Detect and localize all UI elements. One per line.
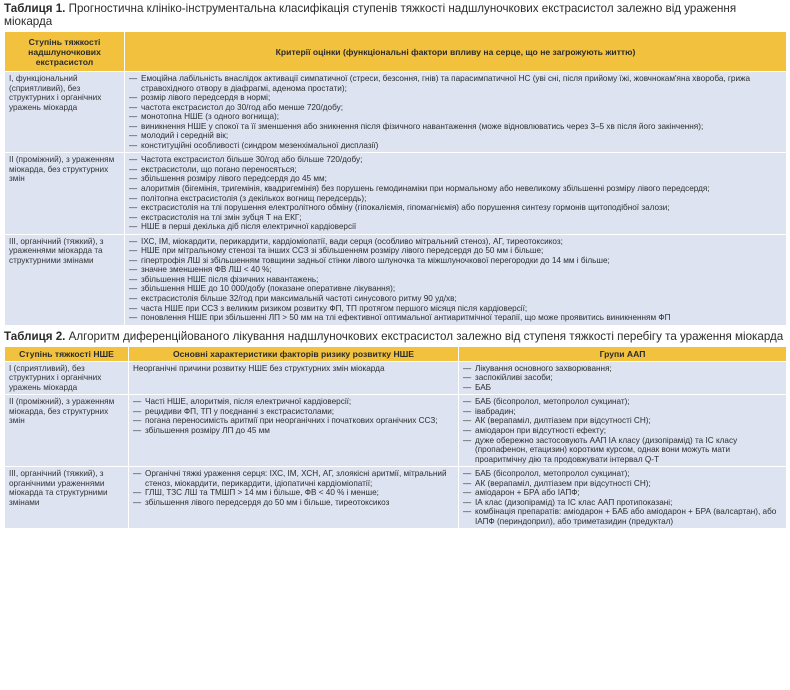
criteria-list xyxy=(129,237,782,323)
list-item: — конституційні особливості (синдром мезенхімальної дисплазії) xyxy=(129,141,782,151)
table1-stage-cell: II (проміжний), з ураженням міокарда, без структурних змін xyxy=(5,153,125,234)
criteria-list xyxy=(129,74,782,150)
list-item: — виникнення НШЕ у спокої та її зменшення або зникнення після фізичного навантаження (може відновлюватись через 3–5 хв після його закінчення); xyxy=(129,122,782,132)
table1-stage-cell: I, функціональний (сприятливий), без структурних і органічних уражень міокарда xyxy=(5,72,125,153)
list-item: — Частота екстрасистол більше 30/год або більше 720/добу; xyxy=(129,155,782,165)
table2-stage-cell: I (сприятливий), без структурних і органічних уражень міокарда xyxy=(5,361,129,395)
table1-row xyxy=(5,234,787,325)
table1-header-row xyxy=(5,32,787,72)
list-item: — частота екстрасистол до 30/год або менше 720/добу; xyxy=(129,103,782,113)
list-item: — аміодарон при відсутності ефекту; xyxy=(463,426,782,436)
list-item: — БАБ (бісопролол, метопролол сукцинат); xyxy=(463,469,782,479)
table2-drugs-cell xyxy=(459,395,787,467)
list-item: — ГЛШ, ТЗС ЛШ та ТМШП > 14 мм і більше, ФВ < 40 % і менше; xyxy=(133,488,454,498)
table2-factors-cell xyxy=(129,395,459,467)
list-item: — комбінація препаратів: аміодарон + БАБ або аміодарон + БРА (валсартан), або ІАПФ (периндоприл), або триметазидин (предуктал) xyxy=(463,507,782,526)
table2-row xyxy=(5,361,787,395)
criteria-list xyxy=(129,155,782,231)
table2-header-row xyxy=(5,346,787,361)
table2-factors-cell: Неорганічні причини розвитку НШЕ без структурних змін міокарда xyxy=(129,361,459,395)
list-item: — екстрасистоли, що погано переносяться; xyxy=(129,165,782,175)
list-item: — дуже обережно застосовують ААП ІА класу (дизопірамід) та ІС класу (пропафенон, етацизин) коротким курсом, однак вони можуть мати проаритмічну дію та продовжувати інтервал Q-T xyxy=(463,436,782,465)
list-item: — ІА клас (дизопірамід) та ІС клас ААП протипоказані; xyxy=(463,498,782,508)
table2-row xyxy=(5,395,787,467)
list-item: — алоритмія (бігемінія, тригемінія, квадригемінія) без порушень гемодинаміки при нормальному або невеликому збільшенні розміру лівого передсердя; xyxy=(129,184,782,194)
drugs-list xyxy=(463,397,782,464)
table1-caption-text: Прогностична клініко-інструментальна класифікація ступенів тяжкості надшлуночкових екстрасистол залежно від ураження міокарда xyxy=(4,2,737,28)
list-item: — розмір лівого передсердя в нормі; xyxy=(129,93,782,103)
list-item: — молодий і середній вік; xyxy=(129,131,782,141)
list-item: — Органічні тяжкі ураження серця: ІХС, ІМ, ХСН, АГ, злоякісні аритмії, мітральний стеноз, міокардити, перикардити, ідіопатичні кардіоміопатії; xyxy=(133,469,454,488)
table1-caption xyxy=(4,2,786,28)
factors-list xyxy=(133,469,454,507)
table1-criteria-cell xyxy=(125,72,787,153)
list-item: — збільшення НШЕ до 10 000/добу (показане оперативне лікування); xyxy=(129,284,782,294)
list-item: — екстрасистолія більше 32/год при максимальній частоті синусового ритму 90 уд/хв; xyxy=(129,294,782,304)
table2-drugs-cell xyxy=(459,361,787,395)
table1-stage-cell: III, органічний (тяжкий), з ураженнями міокарда та структурними змінами xyxy=(5,234,125,325)
table2-factors-cell xyxy=(129,467,459,529)
list-item: — гіпертрофія ЛШ зі збільшенням товщини задньої стінки лівого шлуночка та міжшлуночкової перегородки до 14 мм і більше; xyxy=(129,256,782,266)
list-item: — АК (верапаміл, дилтіазем при відсутності СН); xyxy=(463,416,782,426)
list-item: — Часті НШЕ, алоритмія, після електричної кардіоверсії; xyxy=(133,397,454,407)
table1 xyxy=(4,31,787,326)
list-item: — БАБ (бісопролол, метопролол сукцинат); xyxy=(463,397,782,407)
list-item: — поновлення НШЕ при збільшенні ЛП > 50 мм на тлі ефективної оптимальної антиаритмічної терапії, що може проявитись виникненням ФП xyxy=(129,313,782,323)
list-item: — аміодарон + БРА або ІАПФ; xyxy=(463,488,782,498)
list-item: — НШЕ при мітральному стенозі та інших ССЗ зі збільшенням розміру лівого передсердя до 50 мм і більше; xyxy=(129,246,782,256)
list-item: — ІХС, ІМ, міокардити, перикардити, кардіоміопатії, вади серця (особливо мітральний стеноз), АГ, тиреотоксикоз; xyxy=(129,237,782,247)
table1-caption-label: Таблиця 1. xyxy=(4,2,66,15)
table1-criteria-cell xyxy=(125,234,787,325)
table1-row xyxy=(5,153,787,234)
table1-row xyxy=(5,72,787,153)
list-item: — Емоційна лабільність внаслідок активації симпатичної (стреси, безсоння, гнів) та парасимпатичної НС (уві сні, після прийому їжі, жовчнокам'яна хвороба, грижа стравохідного отвору в діафрагмі, аденома простати); xyxy=(129,74,782,93)
factors-list xyxy=(133,397,454,435)
list-item: — рецидиви ФП, ТП у поєднанні з екстрасистолами; xyxy=(133,407,454,417)
list-item: — політопна екстрасистолія (з декількох вогнищ передсердь); xyxy=(129,194,782,204)
table2 xyxy=(4,346,787,530)
table2-stage-cell: III, органічний (тяжкий), з органічними ураженнями міокарда та структурними змінами xyxy=(5,467,129,529)
list-item: — часта НШЕ при ССЗ з великим ризиком розвитку ФП, ТП протягом першого місяця після кардіоверсії; xyxy=(129,304,782,314)
table1-header-criteria: Критерії оцінки (функціональні фактори впливу на серце, що не загрожують життю) xyxy=(125,32,787,72)
table2-caption xyxy=(4,330,786,343)
table2-header-factors: Основні характеристики факторів ризику розвитку НШЕ xyxy=(129,346,459,361)
table2-caption-label: Таблиця 2. xyxy=(4,329,66,343)
table1-header-stage: Ступінь тяжкості надшлуночкових екстрасистол xyxy=(5,32,125,72)
list-item: — збільшення лівого передсердя до 50 мм і більше, тиреотоксикоз xyxy=(133,498,454,508)
list-item: — значне зменшення ФВ ЛШ < 40 %; xyxy=(129,265,782,275)
list-item: — екстрасистолія на тлі порушення електролітного обміну (гіпокаліємія, гіпомагніємія) або порушення синтезу гормонів щитоподібної залози; xyxy=(129,203,782,213)
drugs-list xyxy=(463,364,782,393)
list-item: — погана переносимість аритмії при неорганічних і початкових органічних ССЗ; xyxy=(133,416,454,426)
table2-row xyxy=(5,467,787,529)
list-item: — БАБ xyxy=(463,383,782,393)
table2-header-drugs: Групи ААП xyxy=(459,346,787,361)
table2-drugs-cell xyxy=(459,467,787,529)
list-item: — збільшення НШЕ після фізичних навантажень; xyxy=(129,275,782,285)
list-item: — монотопна НШЕ (з одного вогнища); xyxy=(129,112,782,122)
list-item: — НШЕ в перші декілька діб після електричної кардіоверсії xyxy=(129,222,782,232)
drugs-list xyxy=(463,469,782,526)
table2-header-stage: Ступінь тяжкості НШЕ xyxy=(5,346,129,361)
list-item: — збільшення розміру ЛП до 45 мм xyxy=(133,426,454,436)
list-item: — Лікування основного захворювання; xyxy=(463,364,782,374)
list-item: — АК (верапаміл, дилтіазем при відсутності СН); xyxy=(463,479,782,489)
table2-stage-cell: II (проміжний), з ураженням міокарда, без структурних змін xyxy=(5,395,129,467)
list-item: — івабрадин; xyxy=(463,407,782,417)
table2-caption-text: Алгоритм диференційованого лікування надшлуночкових екстрасистол залежно від ступеня тяжкості перебігу та ураження міокарда xyxy=(68,329,784,343)
list-item: — збільшення розміру лівого передсердя до 45 мм; xyxy=(129,174,782,184)
table1-criteria-cell xyxy=(125,153,787,234)
list-item: — екстрасистолія на тлі змін зубця Т на ЕКГ; xyxy=(129,213,782,223)
list-item: — заспокійливі засоби; xyxy=(463,373,782,383)
